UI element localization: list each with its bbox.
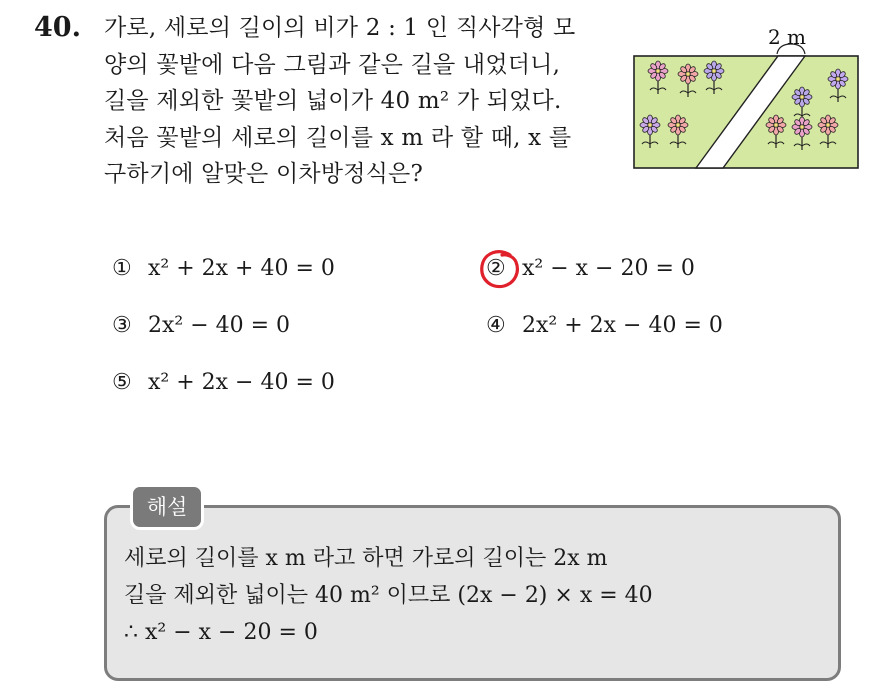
choice-marker: ④ <box>486 313 506 338</box>
flower-icon <box>678 64 698 97</box>
choice-4[interactable] <box>486 313 723 338</box>
stem-line-4: 처음 꽃밭의 세로의 길이를 x m 라 할 때, x 를 <box>104 124 572 151</box>
choice-marker: ① <box>112 256 132 281</box>
answer-circle-mark <box>478 248 522 292</box>
flower-icon <box>828 69 848 102</box>
choice-expression: 2x² − 40 = 0 <box>148 313 291 338</box>
choice-expression: 2x² + 2x − 40 = 0 <box>522 313 723 338</box>
flower-icon <box>766 115 786 148</box>
flower-icon <box>704 61 724 94</box>
choice-marker: ③ <box>112 313 132 338</box>
solution-tag: 해설 <box>130 484 204 530</box>
choice-marker: ② <box>486 256 506 281</box>
flower-icon <box>818 115 838 148</box>
stem-line-1: 가로, 세로의 길이의 비가 2 : 1 인 직사각형 모 <box>104 15 576 41</box>
choice-expression: x² − x − 20 = 0 <box>522 256 695 281</box>
flower-icon <box>640 115 660 148</box>
flowerbed-figure <box>630 24 862 174</box>
road-width-label: 2 m <box>767 25 807 49</box>
choice-3[interactable] <box>112 313 290 338</box>
solution-line-3: ∴ x² − x − 20 = 0 <box>124 620 318 645</box>
choice-1[interactable] <box>112 256 335 281</box>
choice-marker: ⑤ <box>112 370 132 395</box>
solution-line-2: 길을 제외한 넓이는 40 m² 이므로 (2x − 2) × x = 40 <box>124 583 653 608</box>
choice-expression: x² + 2x − 40 = 0 <box>148 370 335 395</box>
flower-icon <box>648 61 668 94</box>
choice-5[interactable] <box>112 370 335 395</box>
stem-line-2: 양의 꽃밭에 다음 그림과 같은 길을 내었더니, <box>104 51 561 78</box>
choice-expression: x² + 2x + 40 = 0 <box>148 256 335 281</box>
stem-line-5: 구하기에 알맞은 이차방정식은? <box>104 161 423 187</box>
flower-icon <box>792 117 812 150</box>
question-stem <box>104 10 624 193</box>
flower-icon <box>668 115 688 148</box>
solution-line-1: 세로의 길이를 x m 라고 하면 가로의 길이는 2x m <box>124 546 608 571</box>
question-number: 40. <box>34 12 81 43</box>
solution-text <box>124 540 653 651</box>
flower-icon <box>792 87 812 120</box>
stem-line-3: 길을 제외한 꽃밭의 넓이가 40 m² 가 되었다. <box>104 88 562 114</box>
